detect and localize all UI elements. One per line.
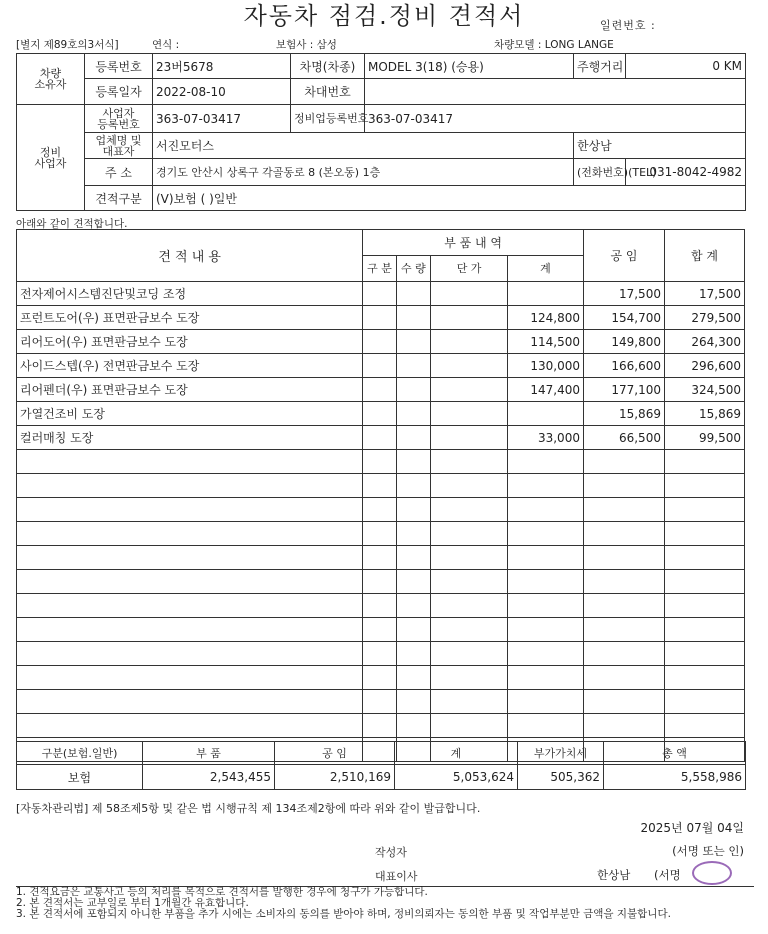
- labor-cell: [583, 642, 664, 666]
- parts-qty-cell: [396, 474, 430, 498]
- estimate-row: [17, 402, 745, 426]
- item-description: 컬러매칭 도장: [17, 426, 363, 450]
- parts-price-cell: [431, 666, 508, 690]
- parts-kind-cell: [363, 498, 396, 522]
- estimate-type-value: (V)보험 ( )일반: [153, 186, 746, 211]
- parts-kind-cell: [363, 426, 396, 450]
- summary-labor-value: 2,510,169: [275, 765, 395, 790]
- parts-kind-cell: [363, 714, 396, 738]
- footer-note: 1. 견적요금은 교통사고 등의 처리를 목적으로 견적서를 발행한 경우에 청구가 가능합니다.: [16, 886, 428, 898]
- parts-sum-cell: [508, 474, 584, 498]
- parts-price-cell: [431, 426, 508, 450]
- vehicle-shop-info-table: [16, 53, 746, 211]
- labor-header: 공 임: [583, 230, 664, 282]
- labor-cell: [583, 450, 664, 474]
- item-description: 전자제어시스템진단및코딩 조정: [17, 282, 363, 306]
- parts-sum-cell: [508, 498, 584, 522]
- labor-cell: 15,869: [583, 402, 664, 426]
- summary-total-value: 5,558,986: [604, 765, 746, 790]
- parts-qty-cell: [396, 330, 430, 354]
- total-cell: [664, 498, 744, 522]
- total-cell: [664, 666, 744, 690]
- biz-no-label: 사업자 등록번호: [85, 105, 153, 133]
- parts-price-header: 단 가: [431, 256, 508, 282]
- chassis-value: [365, 79, 746, 105]
- reg-no-label: 등록번호: [85, 54, 153, 79]
- estimate-row: [17, 378, 745, 402]
- parts-kind-cell: [363, 570, 396, 594]
- parts-price-cell: [431, 330, 508, 354]
- parts-kind-cell: [363, 282, 396, 306]
- parts-kind-cell: [363, 618, 396, 642]
- item-description: [17, 474, 363, 498]
- summary-parts-header: 부 품: [143, 742, 275, 765]
- parts-sum-cell: 130,000: [508, 354, 584, 378]
- total-cell: [664, 594, 744, 618]
- summary-parts-value: 2,543,455: [143, 765, 275, 790]
- address-label: 주 소: [85, 159, 153, 186]
- estimate-row: [17, 450, 745, 474]
- parts-sum-cell: [508, 642, 584, 666]
- estimate-row: [17, 426, 745, 450]
- estimate-row: [17, 690, 745, 714]
- reg-date-value: 2022-08-10: [153, 79, 291, 105]
- parts-kind-cell: [363, 594, 396, 618]
- parts-kind-cell: [363, 402, 396, 426]
- estimate-row: [17, 546, 745, 570]
- biz-no-value: 363-07-03417: [153, 105, 291, 133]
- parts-header: 부 품 내 역: [363, 230, 584, 256]
- parts-price-cell: [431, 690, 508, 714]
- item-description: [17, 522, 363, 546]
- owner-section-label: 차량 소유자: [17, 54, 85, 105]
- parts-price-cell: [431, 714, 508, 738]
- total-cell: 279,500: [664, 306, 744, 330]
- writer-label: 작성자: [375, 846, 407, 859]
- parts-sum-cell: 124,800: [508, 306, 584, 330]
- repair-reg-label: 정비업등록번호: [291, 105, 365, 133]
- labor-cell: 154,700: [583, 306, 664, 330]
- company-name-label: 업체명 및 대표자: [85, 133, 153, 159]
- summary-vat-value: 505,362: [518, 765, 604, 790]
- parts-price-cell: [431, 282, 508, 306]
- summary-total-header: 총 액: [604, 742, 746, 765]
- total-cell: [664, 474, 744, 498]
- parts-qty-cell: [396, 426, 430, 450]
- labor-cell: [583, 618, 664, 642]
- mileage-label: 주행거리: [574, 54, 626, 79]
- parts-kind-cell: [363, 354, 396, 378]
- labor-cell: 17,500: [583, 282, 664, 306]
- total-cell: 296,600: [664, 354, 744, 378]
- parts-kind-cell: [363, 642, 396, 666]
- parts-price-cell: [431, 474, 508, 498]
- total-cell: 17,500: [664, 282, 744, 306]
- parts-sum-cell: [508, 282, 584, 306]
- labor-cell: [583, 522, 664, 546]
- item-description: [17, 714, 363, 738]
- summary-vat-header: 부가가치세: [518, 742, 604, 765]
- total-cell: [664, 642, 744, 666]
- parts-price-cell: [431, 354, 508, 378]
- estimate-row: [17, 282, 745, 306]
- labor-cell: 149,800: [583, 330, 664, 354]
- parts-sum-cell: [508, 402, 584, 426]
- item-description: [17, 450, 363, 474]
- item-description: [17, 618, 363, 642]
- estimate-row: [17, 354, 745, 378]
- parts-sum-cell: [508, 450, 584, 474]
- parts-sum-cell: [508, 666, 584, 690]
- parts-sum-cell: 114,500: [508, 330, 584, 354]
- estimate-row: [17, 498, 745, 522]
- parts-kind-cell: [363, 522, 396, 546]
- parts-kind-cell: [363, 474, 396, 498]
- estimate-row: [17, 330, 745, 354]
- labor-cell: [583, 570, 664, 594]
- form-number: [별지 제89호의3서식]: [16, 39, 119, 51]
- parts-sum-cell: [508, 618, 584, 642]
- item-description: [17, 690, 363, 714]
- parts-price-cell: [431, 570, 508, 594]
- parts-price-cell: [431, 546, 508, 570]
- parts-qty-cell: [396, 522, 430, 546]
- reg-no-value: 23버5678: [153, 54, 291, 79]
- parts-price-cell: [431, 618, 508, 642]
- labor-cell: [583, 690, 664, 714]
- parts-kind-cell: [363, 690, 396, 714]
- total-cell: 264,300: [664, 330, 744, 354]
- mileage-value: 0 KM: [626, 54, 746, 79]
- total-cell: [664, 618, 744, 642]
- parts-price-cell: [431, 306, 508, 330]
- phone-value: 031-8042-4982: [626, 159, 746, 186]
- parts-kind-header: 구 분: [363, 256, 396, 282]
- estimate-type-label: 견적구분: [85, 186, 153, 211]
- item-description: [17, 666, 363, 690]
- total-cell: [664, 450, 744, 474]
- parts-qty-cell: [396, 714, 430, 738]
- document-title: 자동차 점검.정비 견적서: [243, 2, 525, 30]
- item-description: [17, 546, 363, 570]
- summary-labor-header: 공 임: [275, 742, 395, 765]
- item-description: [17, 498, 363, 522]
- parts-kind-cell: [363, 378, 396, 402]
- item-description: 리어도어(우) 표면판금보수 도장: [17, 330, 363, 354]
- total-cell: 99,500: [664, 426, 744, 450]
- parts-qty-header: 수 량: [396, 256, 430, 282]
- labor-cell: 166,600: [583, 354, 664, 378]
- estimate-row: [17, 306, 745, 330]
- parts-qty-cell: [396, 666, 430, 690]
- labor-cell: [583, 498, 664, 522]
- parts-price-cell: [431, 378, 508, 402]
- parts-sum-cell: [508, 546, 584, 570]
- item-description: 리어펜더(우) 표면판금보수 도장: [17, 378, 363, 402]
- item-description: 프런트도어(우) 표면판금보수 도장: [17, 306, 363, 330]
- estimate-row: [17, 474, 745, 498]
- parts-price-cell: [431, 594, 508, 618]
- summary-kind-header: 구분(보험.일반): [17, 742, 143, 765]
- parts-sum-header: 계: [508, 256, 584, 282]
- labor-cell: [583, 666, 664, 690]
- summary-sum-value: 5,053,624: [395, 765, 518, 790]
- parts-price-cell: [431, 450, 508, 474]
- parts-kind-cell: [363, 330, 396, 354]
- ceo-name: 한상남: [597, 868, 631, 882]
- labor-cell: 177,100: [583, 378, 664, 402]
- estimate-row: [17, 618, 745, 642]
- footer-note: 3. 본 견적서에 포함되지 아니한 부품을 추가 시에는 소비자의 동의를 받아야 하며, 정비의뢰자는 동의한 부품 및 작업부분만 금액을 지불합니다.: [16, 908, 671, 920]
- total-cell: [664, 570, 744, 594]
- item-description: 가열건조비 도장: [17, 402, 363, 426]
- parts-qty-cell: [396, 570, 430, 594]
- parts-qty-cell: [396, 642, 430, 666]
- company-seal: [692, 863, 732, 887]
- vehicle-model: 차량모델 : LONG LANGE: [494, 39, 614, 51]
- estimate-row: [17, 666, 745, 690]
- parts-sum-cell: [508, 714, 584, 738]
- estimate-row: [17, 714, 745, 738]
- parts-qty-cell: [396, 282, 430, 306]
- parts-kind-cell: [363, 306, 396, 330]
- serial-number-label: 일련번호 :: [600, 19, 656, 32]
- total-cell: 324,500: [664, 378, 744, 402]
- parts-qty-cell: [396, 594, 430, 618]
- total-cell: [664, 714, 744, 738]
- parts-sum-cell: [508, 594, 584, 618]
- estimate-row: [17, 594, 745, 618]
- summary-sum-header: 계: [395, 742, 518, 765]
- writer-signature-label: (서명 또는 인): [672, 844, 744, 858]
- total-cell: [664, 522, 744, 546]
- content-header: 견 적 내 용: [17, 230, 363, 282]
- parts-sum-cell: 147,400: [508, 378, 584, 402]
- parts-kind-cell: [363, 666, 396, 690]
- item-description: [17, 594, 363, 618]
- parts-kind-cell: [363, 450, 396, 474]
- item-description: [17, 642, 363, 666]
- labor-cell: [583, 594, 664, 618]
- estimate-intro: 아래와 같이 견적합니다.: [16, 218, 128, 230]
- labor-cell: [583, 546, 664, 570]
- car-name-value: MODEL 3(18) (승용): [365, 54, 574, 79]
- item-description: 사이드스텝(우) 전면판금보수 도장: [17, 354, 363, 378]
- company-name-value: 서진모터스: [153, 133, 574, 159]
- footer-note: 2. 본 견적서는 교부일로 부터 1개월간 유효합니다.: [16, 897, 249, 909]
- parts-kind-cell: [363, 546, 396, 570]
- summary-table: [16, 741, 746, 790]
- representative-name: 한상남: [574, 133, 746, 159]
- estimate-table: [16, 229, 745, 762]
- item-description: [17, 570, 363, 594]
- labor-cell: [583, 714, 664, 738]
- total-cell: [664, 546, 744, 570]
- ceo-label: 대표이사: [375, 870, 418, 883]
- parts-qty-cell: [396, 354, 430, 378]
- labor-cell: [583, 474, 664, 498]
- address-value: 경기도 안산시 상록구 각골동로 8 (본오동) 1층: [153, 159, 574, 186]
- parts-sum-cell: 33,000: [508, 426, 584, 450]
- parts-qty-cell: [396, 546, 430, 570]
- parts-price-cell: [431, 642, 508, 666]
- parts-qty-cell: [396, 306, 430, 330]
- parts-qty-cell: [396, 378, 430, 402]
- repair-reg-value: 363-07-03417: [365, 105, 746, 133]
- insurer: 보험사 : 삼성: [276, 39, 337, 51]
- parts-qty-cell: [396, 690, 430, 714]
- parts-price-cell: [431, 402, 508, 426]
- reg-date-label: 등록일자: [85, 79, 153, 105]
- parts-qty-cell: [396, 498, 430, 522]
- estimate-row: [17, 570, 745, 594]
- parts-sum-cell: [508, 690, 584, 714]
- car-name-label: 차명(차종): [291, 54, 365, 79]
- footer-notes: [16, 886, 754, 920]
- total-header: 합 계: [664, 230, 744, 282]
- parts-qty-cell: [396, 402, 430, 426]
- estimate-row: [17, 522, 745, 546]
- phone-label: (전화번호)(TEL): [574, 159, 626, 186]
- total-cell: 15,869: [664, 402, 744, 426]
- parts-sum-cell: [508, 570, 584, 594]
- parts-price-cell: [431, 498, 508, 522]
- issue-date: 2025년 07월 04일: [640, 821, 744, 835]
- estimate-row: [17, 642, 745, 666]
- labor-cell: 66,500: [583, 426, 664, 450]
- year-label: 연식 :: [152, 39, 180, 51]
- total-cell: [664, 690, 744, 714]
- shop-section-label: 정비 사업자: [17, 105, 85, 211]
- parts-qty-cell: [396, 450, 430, 474]
- parts-qty-cell: [396, 618, 430, 642]
- legal-statement: [자동차관리법] 제 58조제5항 및 같은 법 시행규칙 제 134조제2항에 따라 위와 같이 발급합니다.: [16, 802, 481, 815]
- chassis-label: 차대번호: [291, 79, 365, 105]
- parts-price-cell: [431, 522, 508, 546]
- parts-sum-cell: [508, 522, 584, 546]
- ceo-signature-label: (서명: [654, 868, 681, 882]
- summary-kind-value: 보험: [17, 765, 143, 790]
